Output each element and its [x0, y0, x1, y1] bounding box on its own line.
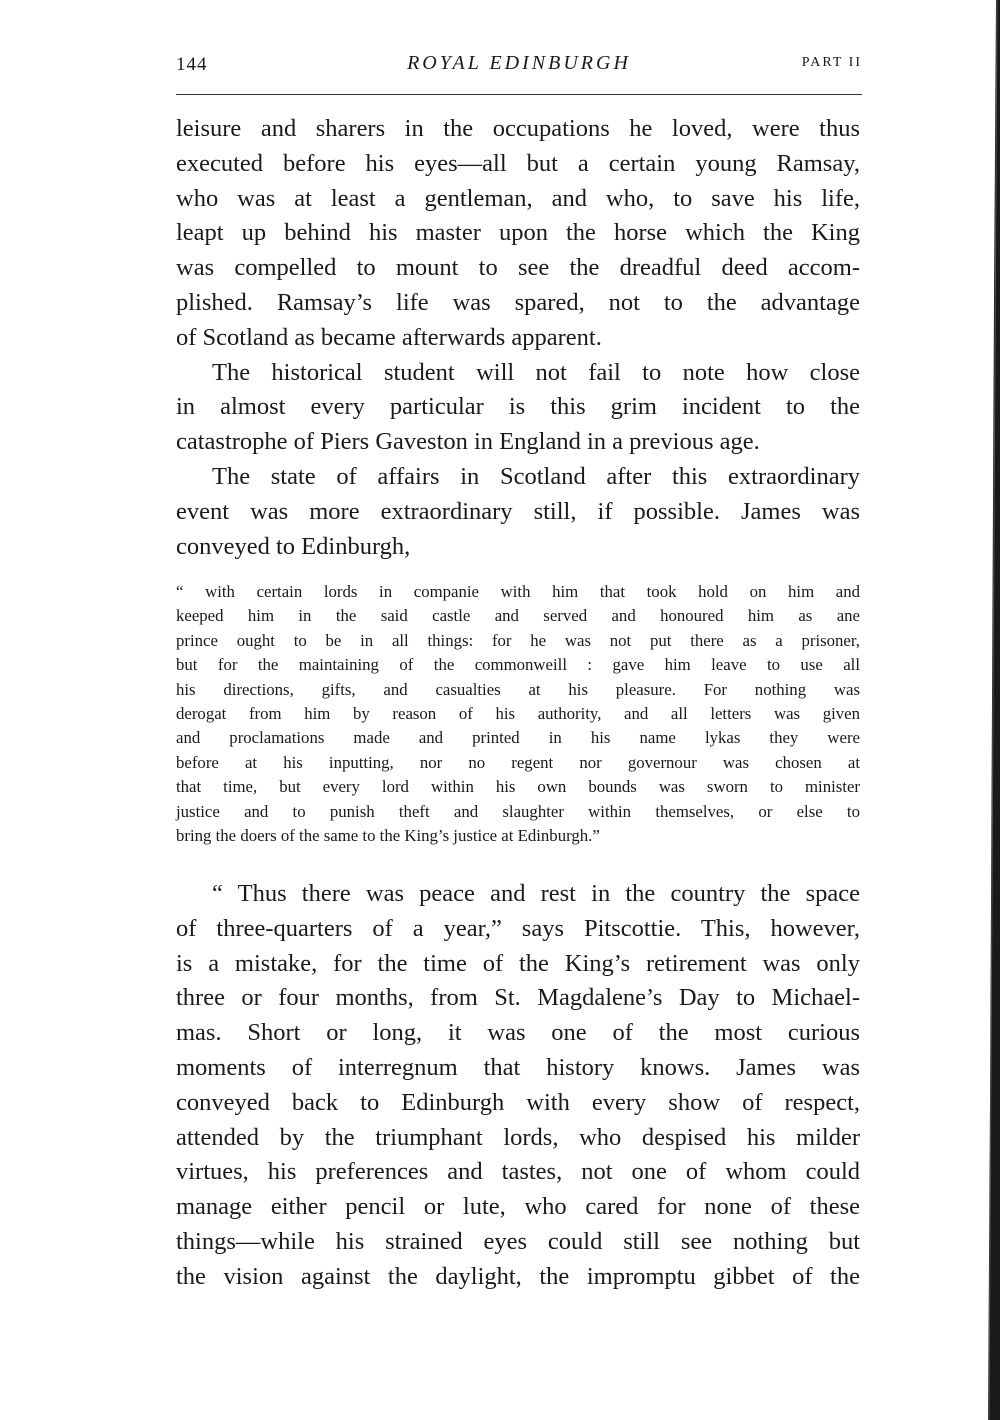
text-line: leisure and sharers in the occupations he loved, were thus [176, 115, 860, 142]
text-line: conveyed to Edinburgh, [176, 532, 411, 560]
text-line: plished. Ramsay’s life was spared, not to the advantage [176, 288, 860, 316]
quote-line: keeped him in the said castle and served and honoured him as ane [176, 606, 860, 626]
body-text-top [176, 112, 860, 564]
quote-line: “ with certain lords in companie with him that took hold on him and [176, 582, 860, 601]
text-line: mas. Short or long, it was one of the most curious [176, 1019, 860, 1047]
text-line: moments of interregnum that history knows. James was [176, 1053, 860, 1081]
quote-line: his directions, gifts, and casualties at his pleasure. For nothing was [176, 679, 860, 699]
text-line: conveyed back to Edinburgh with every show of respect, [176, 1088, 860, 1116]
text-line: of three-quarters of a year,” says Pitscottie. This, however, [176, 914, 860, 942]
running-title: ROYAL EDINBURGH [407, 52, 631, 74]
text-line: is a mistake, for the time of the King’s retirement was only [176, 949, 860, 977]
text-line: virtues, his preferences and tastes, not one of whom could [176, 1158, 860, 1186]
text-line: three or four months, from St. Magdalene’s Day to Michael- [176, 984, 860, 1012]
text-line: manage either pencil or lute, who cared for none of these [176, 1193, 860, 1221]
text-line: was compelled to mount to see the dreadful deed accom- [176, 254, 860, 282]
page-edge-shadow [970, 0, 1000, 1420]
text-line: leapt up behind his master upon the horse which the King [176, 219, 860, 247]
quote-line: before at his inputting, nor no regent nor governour was chosen at [176, 752, 860, 772]
text-line: The historical student will not fail to note how close [212, 358, 860, 386]
text-line: catastrophe of Piers Gaveston in England in a previous age. [176, 428, 760, 456]
text-line: in almost every particular is this grim incident to the [176, 393, 860, 421]
text-line: attended by the triumphant lords, who despised his milder [176, 1123, 860, 1151]
text-line: who was at least a gentleman, and who, to save his life, [176, 184, 860, 212]
text-line: the vision against the daylight, the impromptu gibbet of the [176, 1262, 860, 1290]
running-head [176, 52, 862, 80]
part-label: PART II [801, 55, 862, 70]
quote-line: derogat from him by reason of his authority, and all letters was given [176, 703, 860, 723]
quote-line: but for the maintaining of the commonweill : gave him leave to use all [176, 655, 860, 675]
quote-line: justice and to punish theft and slaughter within themselves, or else to [176, 801, 860, 821]
text-line: of Scotland as became afterwards apparent. [176, 323, 602, 351]
page-number: 144 [176, 54, 208, 75]
body-text-bottom [176, 877, 860, 1295]
text-line: things—while his strained eyes could still see nothing but [176, 1227, 860, 1255]
quote-line: and proclamations made and printed in his name lykas they were [176, 728, 860, 748]
header-rule [176, 94, 862, 95]
text-line: “ Thus there was peace and rest in the country the space [212, 880, 860, 907]
quote-line: prince ought to be in all things: for he was not put there as a prisoner, [176, 630, 860, 650]
text-line: executed before his eyes—all but a certain young Ramsay, [176, 149, 860, 177]
text-line: The state of affairs in Scotland after this extraordinary [212, 462, 860, 490]
quote-line: bring the doers of the same to the King’s justice at Edinburgh.” [176, 825, 600, 845]
quote-line: that time, but every lord within his own bounds was sworn to minister [176, 777, 860, 797]
text-line: event was more extraordinary still, if possible. James was [176, 497, 860, 525]
block-quote [176, 580, 860, 848]
